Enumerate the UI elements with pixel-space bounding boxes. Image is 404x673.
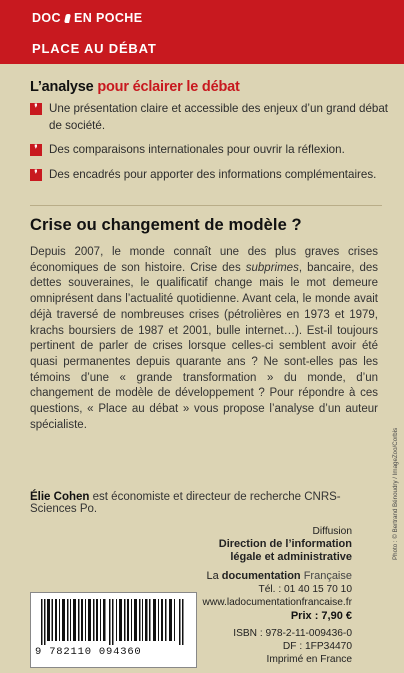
feature-text: Des comparaisons internationales pour ouvrir la réflexion.	[49, 143, 345, 156]
distribution-label: Diffusion	[312, 526, 352, 537]
book-title: Crise ou changement de modèle ?	[30, 216, 302, 234]
series-name-part2: EN POCHE	[73, 11, 143, 25]
publisher-brand	[132, 570, 352, 583]
barcode-icon	[41, 599, 187, 645]
photo-credit: Photo : © Bertrand Bénoudry / ImageZoo/Corbis	[392, 427, 399, 560]
intro-title-start: L’analyse	[30, 79, 94, 95]
brand-bold: documentation	[221, 570, 301, 582]
intro-title-accent: pour éclairer le débat	[97, 79, 240, 95]
speech-mark-icon: ❜	[30, 144, 42, 156]
feature-text: Des encadrés pour apporter des informations complémentaires.	[49, 167, 377, 181]
intro-title	[30, 79, 240, 95]
list-item	[30, 101, 390, 134]
summary-part2: , bancaire, des dettes souveraines, le qualificatif change mais le mot demeure omniprésent dans l’actualité quotidienne. Avant cela, le monde avait déjà traversé de nombreuses crises (pétrolières en 1973 et 1979, krachs boursiers de 1987 et 2001, bulle internet…). Est-il toujours pertinent de parler de crises lorsque celles-ci semblent avoir été quasi permanentes depuis quarante ans ? Ne sont-elles pas les témoins d’une « grande transformation » du monde, d’un changement de modèle de développement ? Pour répondre à ces questions, « Place au débat » vous propose l’analyse d’un auteur spécialiste.	[30, 261, 378, 431]
apostrophe-icon	[64, 14, 71, 23]
header-band	[0, 0, 404, 64]
printed-in: Imprimé en France	[266, 654, 352, 665]
publisher-phone: Tél. : 01 40 15 70 10	[258, 584, 352, 595]
feature-text: Une présentation claire et accessible des enjeux d’un grand débat de société.	[49, 102, 389, 132]
distributor-org-line2: légale et administrative	[230, 551, 352, 563]
df-number: DF : 1FP34470	[282, 641, 352, 652]
author-description: est économiste et directeur de recherche CNRS-Sciences Po.	[30, 491, 341, 515]
author-name: Élie Cohen	[30, 491, 90, 503]
author-line	[30, 491, 380, 515]
speech-mark-icon: ❜	[30, 103, 42, 115]
barcode	[30, 592, 197, 668]
list-item	[30, 142, 390, 159]
price-label: Prix : 7,90 €	[290, 610, 352, 622]
summary-text	[30, 245, 378, 433]
distributor-org-line1: Direction de l’information	[218, 538, 352, 550]
speech-mark-icon: ❜	[30, 169, 42, 181]
feature-list	[30, 101, 390, 191]
barcode-number: 9 782110 094360	[35, 646, 142, 658]
section-divider	[30, 205, 382, 206]
brand-prefix: La	[206, 570, 222, 582]
summary-part1: Depuis 2007, le monde connaît une des plus graves crises économiques de son histoire. Crise des	[30, 246, 378, 274]
list-item	[30, 167, 390, 184]
brand-suffix: Française	[300, 570, 352, 582]
publisher-website: www.ladocumentationfrancaise.fr	[202, 597, 352, 608]
summary-italic: subprimes	[245, 261, 299, 274]
isbn-number: ISBN : 978-2-11-009436-0	[233, 628, 352, 639]
series-logo	[32, 11, 142, 25]
collection-title: PLACE AU DÉBAT	[32, 41, 157, 56]
series-name-part1: DOC	[32, 11, 61, 25]
